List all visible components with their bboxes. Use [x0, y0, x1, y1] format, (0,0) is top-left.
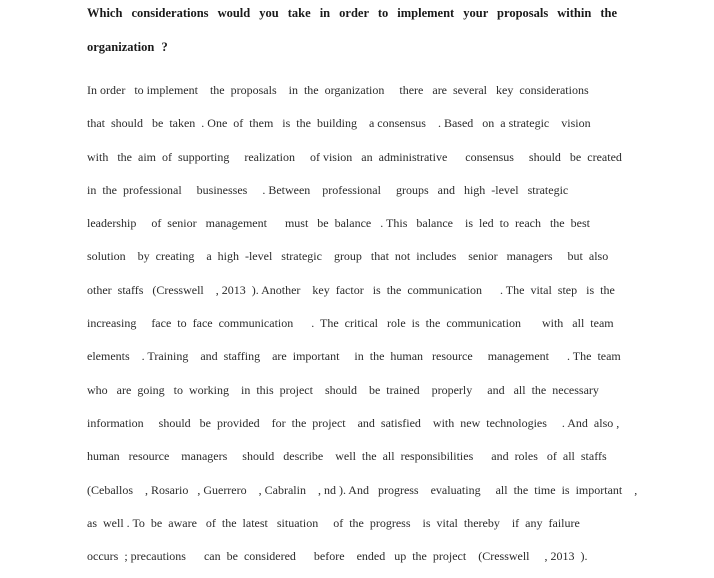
- paragraph-line: (Ceballos , Rosario , Guerrero , Cabralin , nd ). And progress evaluating all the time is important ,: [87, 482, 638, 497]
- paragraph-line: occurs ; precautions can be considered before ended up the project (Cresswell , 2013 ).: [87, 549, 588, 564]
- paragraph-line: in the professional businesses . Between professional groups and high -level strategic: [87, 182, 569, 197]
- body-paragraph: [87, 79, 647, 578]
- paragraph-line: solution by creating a high -level strategic group that not includes senior managers but also: [87, 249, 609, 264]
- paragraph-line: human resource managers should describe well the all responsibilities and roles of all staffs: [87, 449, 607, 464]
- paragraph-line: with the aim of supporting realization of vision an administrative consensus should be created: [87, 149, 622, 164]
- paragraph-line: elements . Training and staffing are important in the human resource management . The team: [87, 349, 621, 364]
- paragraph-line: leadership of senior management must be balance . This balance is led to reach the best: [87, 216, 590, 231]
- paragraph-line: other staffs (Cresswell , 2013 ). Another key factor is the communication . The vital step is the: [87, 282, 615, 297]
- paragraph-line: increasing face to face communication . The critical role is the communication with all team: [87, 316, 614, 331]
- paragraph-line: information should be provided for the project and satisfied with new technologies . And also ,: [87, 415, 620, 430]
- section-question-heading: Which considerations would you take in order to implement your proposals within the organization ?: [87, 6, 617, 54]
- paragraph-line: who are going to working in this project should be trained properly and all the necessary: [87, 382, 599, 397]
- paragraph-line: In order to implement the proposals in the organization there are several key considerations: [87, 83, 589, 97]
- paragraph-line: that should be taken . One of them is the building a consensus . Based on a strategic vision: [87, 116, 591, 131]
- paragraph-line: as well . To be aware of the latest situation of the progress is vital thereby if any failure: [87, 515, 580, 530]
